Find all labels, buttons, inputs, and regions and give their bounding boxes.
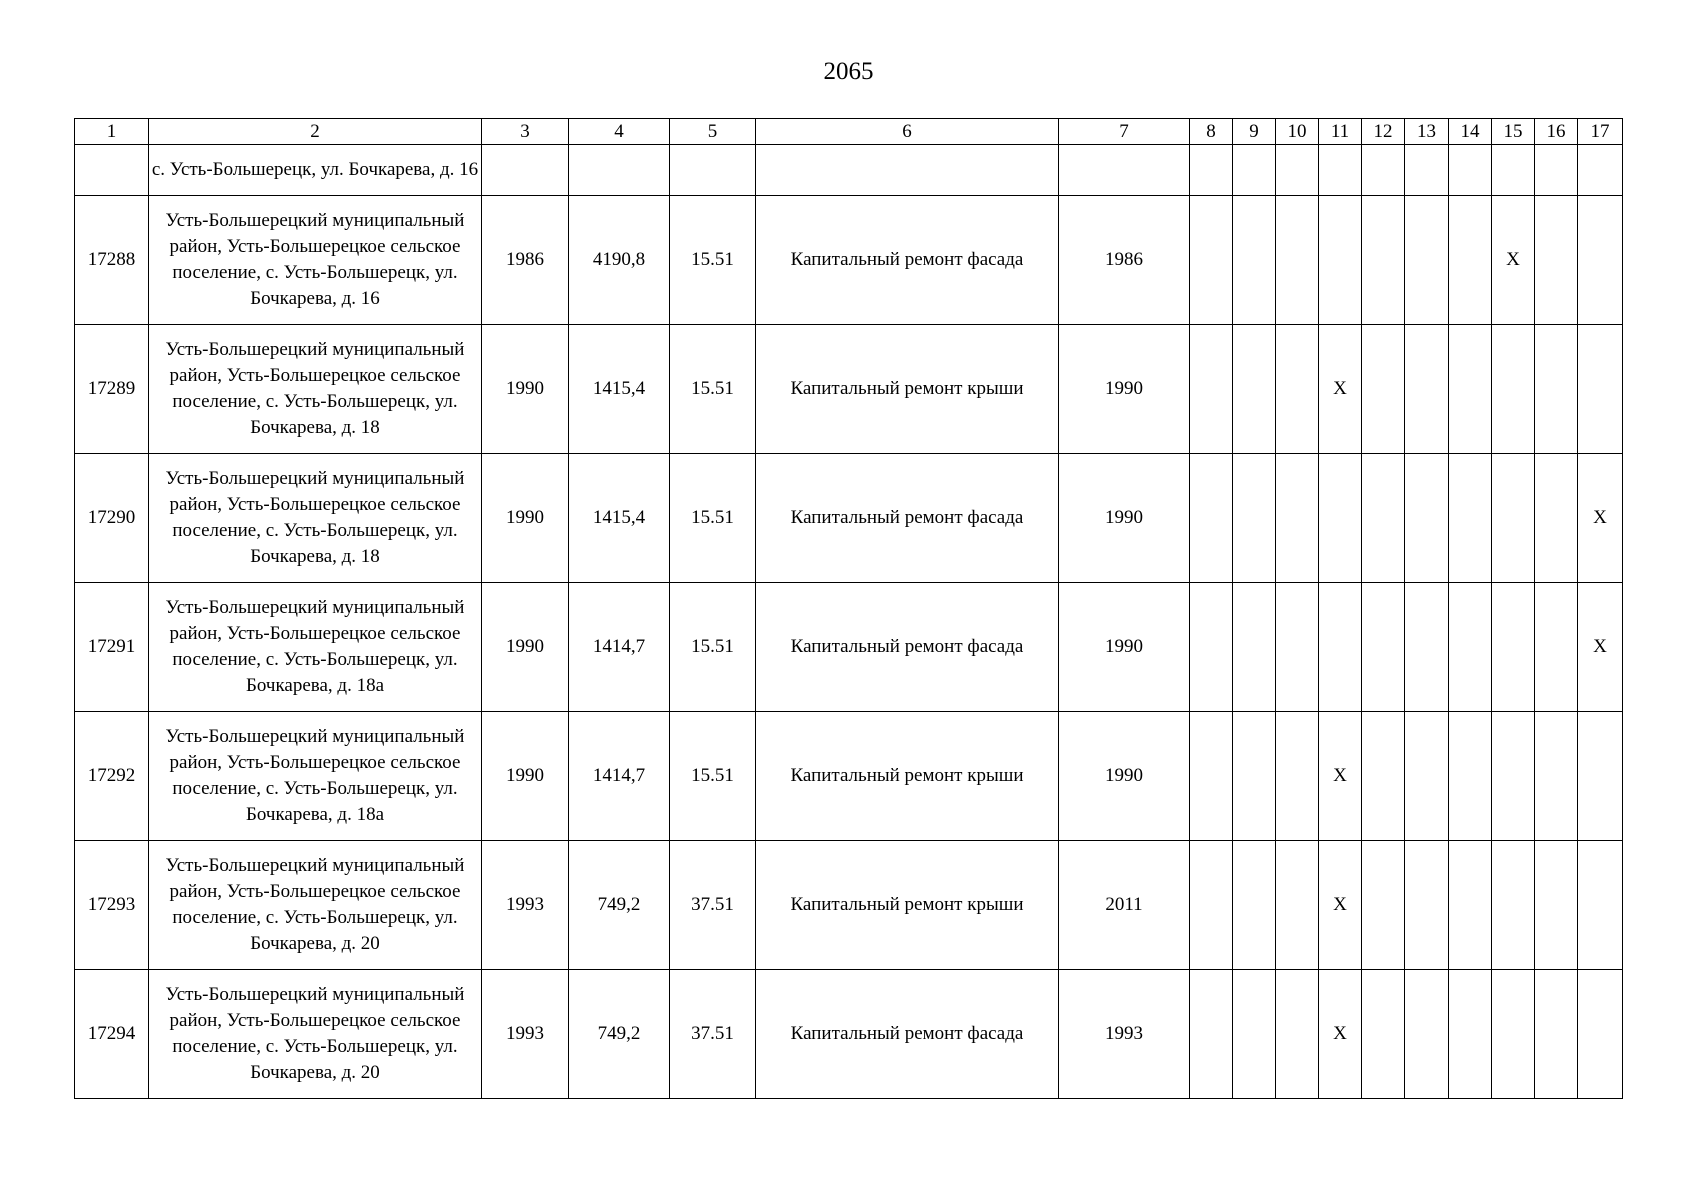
cell-work-type: Капитальный ремонт фасада <box>756 196 1059 325</box>
cell-area: 1415,4 <box>569 325 670 454</box>
cell-id: 17291 <box>75 583 149 712</box>
cell-mark-col-15 <box>1492 454 1535 583</box>
cell-address: Усть-Большерецкий муниципальный район, Усть-Большерецкое сельское поселение, с. Усть-Большерецк, ул. Бочкарева, д. 20 <box>149 970 482 1099</box>
cell-mark-col-8 <box>1190 583 1233 712</box>
cell-mark-col-15 <box>1492 841 1535 970</box>
cell-code: 15.51 <box>670 712 756 841</box>
column-header: 4 <box>569 119 670 145</box>
cell-mark-col-17: X <box>1578 583 1623 712</box>
cell-mark-col-15 <box>1492 970 1535 1099</box>
cell-mark-col-12 <box>1362 583 1405 712</box>
cell-mark-col-17 <box>1578 970 1623 1099</box>
column-header: 15 <box>1492 119 1535 145</box>
cell-address: Усть-Большерецкий муниципальный район, Усть-Большерецкое сельское поселение, с. Усть-Большерецк, ул. Бочкарева, д. 18а <box>149 583 482 712</box>
registry-table <box>74 118 1623 1099</box>
page-number: 2065 <box>823 58 874 85</box>
cell-work-type: Капитальный ремонт крыши <box>756 841 1059 970</box>
cell-mark-col-8 <box>1190 970 1233 1099</box>
cell-mark-col-15 <box>1492 712 1535 841</box>
cell-mark-col-14 <box>1449 970 1492 1099</box>
cell-code: 15.51 <box>670 325 756 454</box>
table-row <box>75 841 1623 970</box>
cell-address: Усть-Большерецкий муниципальный район, Усть-Большерецкое сельское поселение, с. Усть-Большерецк, ул. Бочкарева, д. 16 <box>149 196 482 325</box>
cell-mark-col-11 <box>1319 454 1362 583</box>
cell-plan-year: 1986 <box>1059 196 1190 325</box>
column-header: 3 <box>482 119 569 145</box>
cell-address: Усть-Большерецкий муниципальный район, Усть-Большерецкое сельское поселение, с. Усть-Большерецк, ул. Бочкарева, д. 18 <box>149 454 482 583</box>
cell-plan-year: 1990 <box>1059 583 1190 712</box>
cell-mark-col-14 <box>1449 454 1492 583</box>
cell-mark-col-11: X <box>1319 970 1362 1099</box>
cell-mark-col-9 <box>1233 325 1276 454</box>
cell-mark-col-12 <box>1362 325 1405 454</box>
cell-mark-col-9 <box>1233 196 1276 325</box>
cell-mark-col-13 <box>1405 712 1449 841</box>
cell-mark-col-9 <box>1233 712 1276 841</box>
column-header: 1 <box>75 119 149 145</box>
cell-mark-col-12 <box>1362 841 1405 970</box>
cell-mark-col-16 <box>1535 712 1578 841</box>
table-row <box>75 325 1623 454</box>
cell-area: 749,2 <box>569 970 670 1099</box>
cell-mark-col-17 <box>1578 196 1623 325</box>
cell-mark-col-10 <box>1276 841 1319 970</box>
table-row <box>75 196 1623 325</box>
cell-mark-col-10 <box>1276 196 1319 325</box>
cell-mark-col-17 <box>1578 712 1623 841</box>
cell-mark-col-12 <box>1362 712 1405 841</box>
table-row <box>75 583 1623 712</box>
cell-mark-col-12 <box>1362 970 1405 1099</box>
column-header: 10 <box>1276 119 1319 145</box>
cell-mark-col-11: X <box>1319 841 1362 970</box>
column-header: 5 <box>670 119 756 145</box>
cell-build-year: 1993 <box>482 970 569 1099</box>
cell-mark-col-13 <box>1405 583 1449 712</box>
cell-mark-col-10 <box>1276 583 1319 712</box>
cell-mark-col-12 <box>1362 454 1405 583</box>
cell-plan-year: 1990 <box>1059 712 1190 841</box>
cell-build-year: 1990 <box>482 712 569 841</box>
cell-mark-col-9 <box>1233 970 1276 1099</box>
cell-mark-col-17: X <box>1578 454 1623 583</box>
cell-work-type: Капитальный ремонт крыши <box>756 712 1059 841</box>
cell-work-type: Капитальный ремонт крыши <box>756 325 1059 454</box>
cell-address: Усть-Большерецкий муниципальный район, Усть-Большерецкое сельское поселение, с. Усть-Большерецк, ул. Бочкарева, д. 18 <box>149 325 482 454</box>
cell-plan-year: 1990 <box>1059 325 1190 454</box>
cell-plan-year: 1990 <box>1059 454 1190 583</box>
cell-mark-col-16 <box>1535 970 1578 1099</box>
cell-mark-col-10 <box>1276 712 1319 841</box>
column-header: 6 <box>756 119 1059 145</box>
cell-area: 749,2 <box>569 841 670 970</box>
cell-id: 17292 <box>75 712 149 841</box>
cell-mark-col-11 <box>1319 196 1362 325</box>
table-row <box>75 454 1623 583</box>
cell-build-year: 1990 <box>482 583 569 712</box>
cell-mark-col-10 <box>1276 325 1319 454</box>
cell-mark-col-16 <box>1535 583 1578 712</box>
cell-mark-col-10 <box>1276 454 1319 583</box>
cell-mark-col-15: X <box>1492 196 1535 325</box>
cell-mark-col-8 <box>1190 712 1233 841</box>
cell-build-year: 1990 <box>482 454 569 583</box>
cell-mark-col-8 <box>1190 454 1233 583</box>
cell-work-type: Капитальный ремонт фасада <box>756 583 1059 712</box>
cell-id: 17290 <box>75 454 149 583</box>
cell-mark-col-13 <box>1405 196 1449 325</box>
cell-mark-col-14 <box>1449 196 1492 325</box>
cell-mark-col-13 <box>1405 454 1449 583</box>
column-header: 9 <box>1233 119 1276 145</box>
cell-mark-col-10 <box>1276 970 1319 1099</box>
cell-mark-col-14 <box>1449 841 1492 970</box>
cell-mark-col-13 <box>1405 325 1449 454</box>
table-row <box>75 970 1623 1099</box>
cell-mark-col-11: X <box>1319 325 1362 454</box>
cell-mark-col-11 <box>1319 583 1362 712</box>
cell-code: 15.51 <box>670 583 756 712</box>
cell-id: 17293 <box>75 841 149 970</box>
cell-build-year: 1990 <box>482 325 569 454</box>
cell-mark-col-9 <box>1233 841 1276 970</box>
cell-id <box>75 145 149 196</box>
cell-mark-col-17 <box>1578 325 1623 454</box>
cell-work-type: Капитальный ремонт фасада <box>756 970 1059 1099</box>
column-header: 16 <box>1535 119 1578 145</box>
cell-id: 17289 <box>75 325 149 454</box>
cell-id: 17294 <box>75 970 149 1099</box>
column-header: 7 <box>1059 119 1190 145</box>
cell-code: 15.51 <box>670 454 756 583</box>
column-header: 11 <box>1319 119 1362 145</box>
cell-plan-year: 1993 <box>1059 970 1190 1099</box>
cell-mark-col-8 <box>1190 325 1233 454</box>
cell-mark-col-16 <box>1535 196 1578 325</box>
column-header: 2 <box>149 119 482 145</box>
cell-area: 1414,7 <box>569 712 670 841</box>
table-row <box>75 712 1623 841</box>
cell-mark-col-11: X <box>1319 712 1362 841</box>
cell-build-year: 1993 <box>482 841 569 970</box>
cell-mark-col-9 <box>1233 454 1276 583</box>
column-header: 14 <box>1449 119 1492 145</box>
column-header: 12 <box>1362 119 1405 145</box>
cell-address: Усть-Большерецкий муниципальный район, Усть-Большерецкое сельское поселение, с. Усть-Большерецк, ул. Бочкарева, д. 18а <box>149 712 482 841</box>
column-header: 8 <box>1190 119 1233 145</box>
cell-mark-col-13 <box>1405 841 1449 970</box>
cell-id: 17288 <box>75 196 149 325</box>
cell-code: 37.51 <box>670 841 756 970</box>
column-header: 17 <box>1578 119 1623 145</box>
cell-mark-col-12 <box>1362 196 1405 325</box>
cell-mark-col-15 <box>1492 583 1535 712</box>
cell-mark-col-16 <box>1535 841 1578 970</box>
header-row <box>75 119 1623 145</box>
cell-mark-col-17 <box>1578 841 1623 970</box>
cell-address: с. Усть-Большерецк, ул. Бочкарева, д. 16 <box>149 145 482 196</box>
cell-mark-col-14 <box>1449 583 1492 712</box>
cell-mark-col-8 <box>1190 841 1233 970</box>
cell-mark-col-14 <box>1449 712 1492 841</box>
cell-address: Усть-Большерецкий муниципальный район, Усть-Большерецкое сельское поселение, с. Усть-Большерецк, ул. Бочкарева, д. 20 <box>149 841 482 970</box>
cell-area: 1414,7 <box>569 583 670 712</box>
cell-mark-col-9 <box>1233 583 1276 712</box>
cell-mark-col-13 <box>1405 970 1449 1099</box>
cell-work-type: Капитальный ремонт фасада <box>756 454 1059 583</box>
continuation-row <box>75 145 1623 196</box>
cell-mark-col-14 <box>1449 325 1492 454</box>
cell-mark-col-15 <box>1492 325 1535 454</box>
cell-mark-col-16 <box>1535 325 1578 454</box>
cell-mark-col-16 <box>1535 454 1578 583</box>
cell-area: 4190,8 <box>569 196 670 325</box>
cell-code: 37.51 <box>670 970 756 1099</box>
column-header: 13 <box>1405 119 1449 145</box>
cell-mark-col-8 <box>1190 196 1233 325</box>
cell-code: 15.51 <box>670 196 756 325</box>
cell-area: 1415,4 <box>569 454 670 583</box>
cell-build-year: 1986 <box>482 196 569 325</box>
cell-plan-year: 2011 <box>1059 841 1190 970</box>
